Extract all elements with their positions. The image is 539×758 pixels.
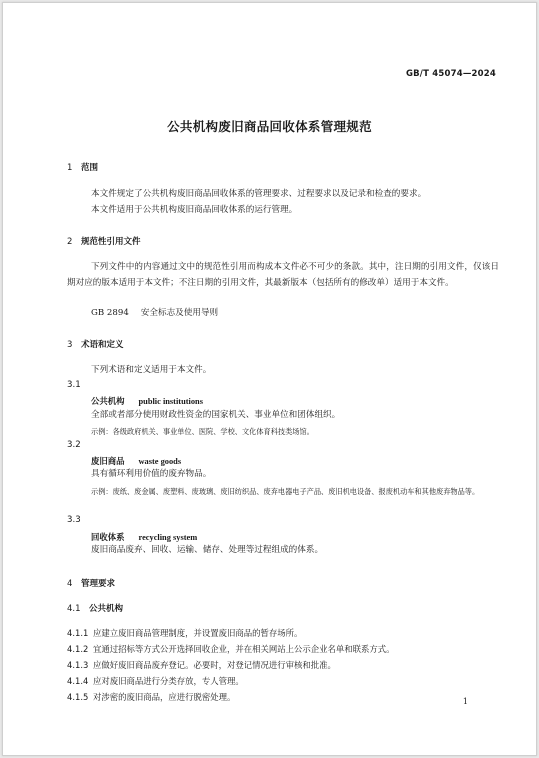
clause-text: 应做好废旧商品废弃登记。必要时，对登记情况进行审核和批准。 bbox=[93, 660, 336, 670]
clause-4-1-4 bbox=[67, 675, 244, 687]
clause-text: 应对废旧商品进行分类存放，专人管理。 bbox=[93, 676, 244, 686]
clause-text: 对涉密的废旧商品，应进行脱密处理。 bbox=[93, 692, 236, 702]
clause-text: 宜通过招标等方式公开选择回收企业，并在相关网站上公示企业名单和联系方式。 bbox=[93, 644, 395, 654]
clause-number: 4.1.4 bbox=[67, 676, 89, 686]
section-number: 2 bbox=[67, 237, 73, 247]
term-example: 示例：各级政府机关、事业单位、医院、学校、文化体育科技类场馆。 bbox=[91, 427, 314, 436]
section-4-heading bbox=[67, 577, 115, 589]
clause-number: 4.1.2 bbox=[67, 644, 89, 654]
term-number: 3.1 bbox=[67, 380, 81, 390]
subsection-4-1-heading bbox=[67, 602, 123, 614]
term-en: waste goods bbox=[138, 457, 182, 466]
clause-number: 4.1.1 bbox=[67, 628, 89, 638]
term-example: 示例：废纸、废金属、废塑料、废玻璃、废旧纺织品、废弃电器电子产品、废旧机电设备、报废机动车和其他废弃物品等。 bbox=[91, 487, 480, 496]
term-en: public institutions bbox=[138, 397, 203, 406]
section-number: 4 bbox=[67, 579, 73, 589]
term-definition: 废旧商品废弃、回收、运输、储存、处理等过程组成的体系。 bbox=[91, 545, 324, 555]
clause-4-1-2 bbox=[67, 643, 395, 655]
paragraph: 本文件规定了公共机构废旧商品回收体系的管理要求、过程要求以及记录和检查的要求。 bbox=[91, 189, 427, 199]
section-title: 规范性引用文件 bbox=[81, 237, 141, 247]
clause-4-1-1 bbox=[67, 627, 302, 639]
term-en: recycling system bbox=[138, 533, 198, 542]
clause-text: 应建立废旧商品管理制度，并设置废旧商品的暂存场所。 bbox=[93, 628, 303, 638]
document-title: 公共机构废旧商品回收体系管理规范 bbox=[167, 119, 372, 134]
clause-number: 4.1.5 bbox=[67, 692, 89, 702]
term-number: 3.2 bbox=[67, 440, 81, 450]
term-entry bbox=[91, 395, 203, 407]
paragraph: 本文件适用于公共机构废旧商品回收体系的运行管理。 bbox=[91, 205, 298, 215]
document-page bbox=[2, 2, 537, 756]
clause-number: 4.1.3 bbox=[67, 660, 89, 670]
subsection-number: 4.1 bbox=[67, 604, 81, 614]
reference-title: 安全标志及使用导则 bbox=[140, 308, 219, 318]
clause-4-1-5 bbox=[67, 691, 235, 703]
section-2-heading bbox=[67, 235, 141, 247]
term-zh: 回收体系 bbox=[91, 532, 125, 542]
paragraph: 下列术语和定义适用于本文件。 bbox=[91, 365, 212, 375]
term-number: 3.3 bbox=[67, 515, 81, 525]
section-number: 1 bbox=[67, 163, 73, 173]
clause-4-1-3 bbox=[67, 659, 336, 671]
section-number: 3 bbox=[67, 340, 73, 350]
term-zh: 废旧商品 bbox=[91, 456, 125, 466]
normative-reference bbox=[91, 305, 218, 321]
section-title: 范围 bbox=[81, 163, 99, 173]
section-title: 管理要求 bbox=[81, 579, 116, 589]
reference-code: GB 2894 bbox=[91, 308, 129, 318]
term-definition: 全部或者部分使用财政性资金的国家机关、事业单位和团体组织。 bbox=[91, 410, 341, 420]
section-title: 术语和定义 bbox=[81, 340, 124, 350]
page-number: 1 bbox=[462, 697, 468, 706]
paragraph: 下列文件中的内容通过文中的规范性引用而构成本文件必不可少的条款。其中，注日期的引用文件，仅该日期对应的版本适用于本文件；不注日期的引用文件，其最新版本（包括所有的修改单）适用于本文件。 bbox=[67, 262, 499, 288]
subsection-title: 公共机构 bbox=[89, 604, 124, 614]
section-1-heading bbox=[67, 161, 98, 173]
section-3-heading bbox=[67, 338, 124, 350]
standard-number: GB/T 45074—2024 bbox=[405, 69, 496, 79]
term-definition: 具有循环利用价值的废弃物品。 bbox=[91, 469, 212, 479]
term-zh: 公共机构 bbox=[91, 396, 125, 406]
